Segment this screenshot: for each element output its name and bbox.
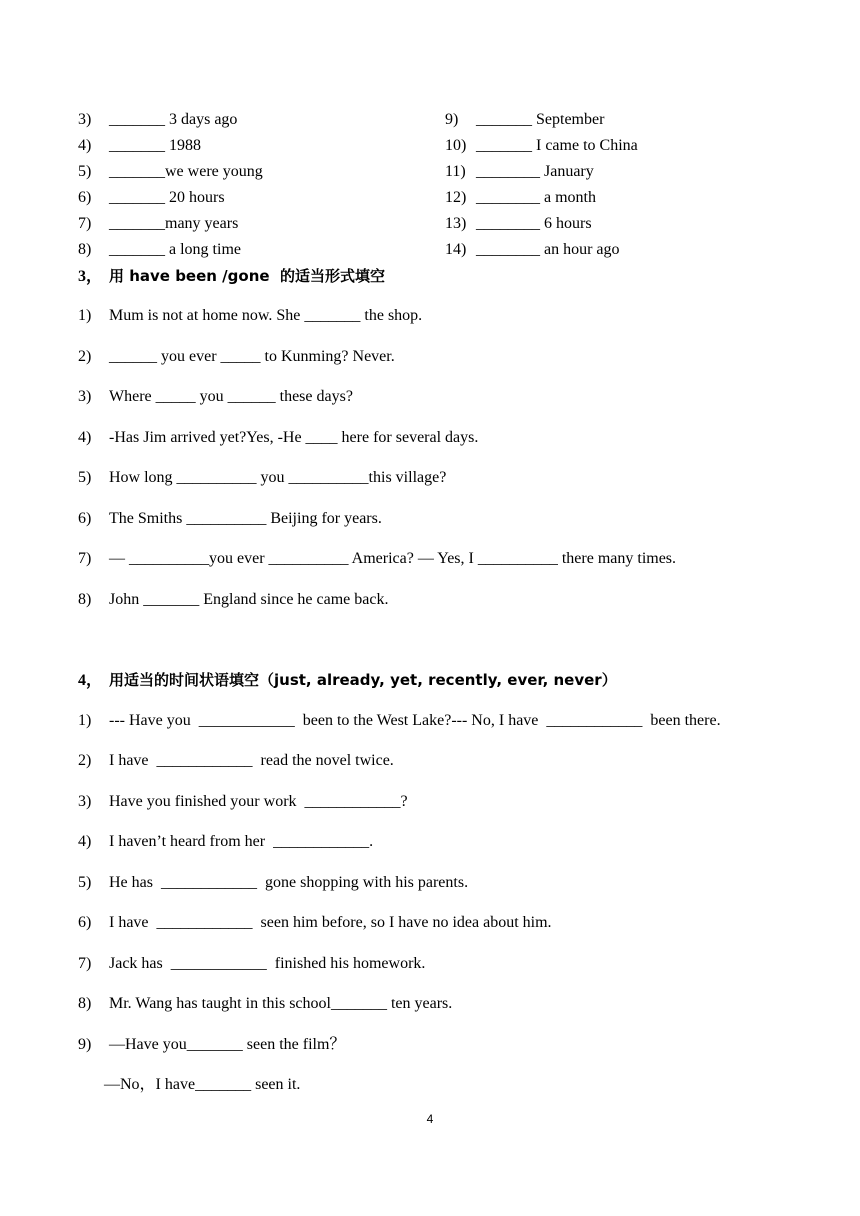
list-item — [78, 509, 382, 529]
item-number: 4) — [78, 833, 92, 850]
list-item — [78, 1035, 345, 1055]
item-number: 1) — [78, 307, 92, 324]
section-heading — [78, 670, 617, 691]
item-text: --- Have you ____________ been to the West Lake?--- No, I have ____________ been there. — [109, 712, 721, 729]
list-item — [78, 913, 552, 933]
page-number: 4 — [426, 1112, 434, 1126]
item-number: 5) — [78, 469, 92, 486]
list-item — [78, 188, 225, 208]
item-number: 10) — [445, 137, 467, 154]
list-item — [445, 214, 592, 234]
section-number: 3， — [78, 268, 103, 285]
item-number: 13) — [445, 215, 467, 232]
item-number: 6) — [78, 914, 92, 931]
item-text: The Smiths __________ Beijing for years. — [109, 510, 382, 527]
item-number: 12) — [445, 189, 467, 206]
list-item — [78, 792, 408, 812]
section-title: 用 have been /gone 的适当形式填空 — [109, 267, 385, 285]
list-item — [78, 751, 394, 771]
item-text: John _______ England since he came back. — [109, 591, 389, 608]
list-item — [445, 136, 638, 156]
item-number: 3) — [78, 388, 92, 405]
item-number: 14) — [445, 241, 467, 258]
item-number: 8) — [78, 995, 92, 1012]
section-number: 4， — [78, 672, 103, 689]
item-text: Jack has ____________ finished his homework. — [109, 955, 426, 972]
list-item — [78, 214, 238, 234]
item-text: Have you finished your work ____________? — [109, 793, 408, 810]
item-number: 1) — [78, 712, 92, 729]
item-number: 6) — [78, 510, 92, 527]
item-text: _______ I came to China — [476, 137, 638, 154]
item-number: 4) — [78, 137, 92, 154]
list-item — [78, 549, 676, 569]
item-text: _______ 20 hours — [109, 189, 225, 206]
section-heading — [78, 266, 385, 287]
item-text: Mr. Wang has taught in this school_______ ten years. — [109, 995, 453, 1012]
item-number: 7) — [78, 215, 92, 232]
item-text: ________ an hour ago — [476, 241, 620, 258]
list-item — [78, 347, 395, 367]
list-item — [78, 873, 468, 893]
list-item — [445, 188, 596, 208]
item-text: _______we were young — [109, 163, 263, 180]
list-item — [445, 240, 620, 260]
list-item — [78, 994, 452, 1014]
item-number: 3) — [78, 793, 92, 810]
section-title: 用适当的时间状语填空（just, already, yet, recently, ever, never） — [109, 671, 617, 689]
item-number: 7) — [78, 955, 92, 972]
item-text: _______ a long time — [109, 241, 241, 258]
item-text: —Have you_______ seen the film？ — [109, 1036, 346, 1053]
item-text: _______many years — [109, 215, 239, 232]
list-item — [78, 428, 478, 448]
item-text: Mum is not at home now. She _______ the shop. — [109, 307, 423, 324]
item-text: Where _____ you ______ these days? — [109, 388, 353, 405]
item-number: 4) — [78, 429, 92, 446]
item-number: 8) — [78, 241, 92, 258]
item-number: 6) — [78, 189, 92, 206]
item-text: ________ January — [476, 163, 594, 180]
list-item — [78, 110, 237, 130]
list-item — [78, 954, 425, 974]
list-item — [445, 110, 604, 130]
item-text: -Has Jim arrived yet?Yes, -He ____ here for several days. — [109, 429, 479, 446]
item-text: How long __________ you __________this village? — [109, 469, 447, 486]
list-item — [78, 240, 241, 260]
item-text: — __________you ever __________ America? — Yes, I __________ there many times. — [109, 550, 677, 567]
list-item — [445, 162, 594, 182]
item-text: He has ____________ gone shopping with his parents. — [109, 874, 469, 891]
item-number: 5) — [78, 874, 92, 891]
item-number: 8) — [78, 591, 92, 608]
item-number: 2) — [78, 348, 92, 365]
item-text: I have ____________ read the novel twice. — [109, 752, 394, 769]
item-number: 3) — [78, 111, 92, 128]
item-text: I haven’t heard from her ____________. — [109, 833, 374, 850]
item-text: ________ 6 hours — [476, 215, 592, 232]
item-text: _______ September — [476, 111, 605, 128]
list-item — [78, 136, 201, 156]
list-item — [78, 306, 422, 326]
list-item — [78, 162, 263, 182]
item-text: ______ you ever _____ to Kunming? Never. — [109, 348, 395, 365]
item-number: 7) — [78, 550, 92, 567]
list-item — [78, 468, 446, 488]
item-number: 5) — [78, 163, 92, 180]
item-text: _______ 1988 — [109, 137, 201, 154]
item-number: 9) — [445, 111, 459, 128]
item-number: 2) — [78, 752, 92, 769]
list-item — [78, 711, 721, 731]
item-text: ________ a month — [476, 189, 596, 206]
item-number: 9) — [78, 1036, 92, 1053]
list-item — [78, 387, 353, 407]
item-text: I have ____________ seen him before, so I have no idea about him. — [109, 914, 552, 931]
list-item — [78, 590, 388, 610]
list-item — [78, 832, 373, 852]
item-number: 11) — [445, 163, 466, 180]
list-item-continuation: —No，I have_______ seen it. — [104, 1076, 301, 1093]
item-text: _______ 3 days ago — [109, 111, 238, 128]
